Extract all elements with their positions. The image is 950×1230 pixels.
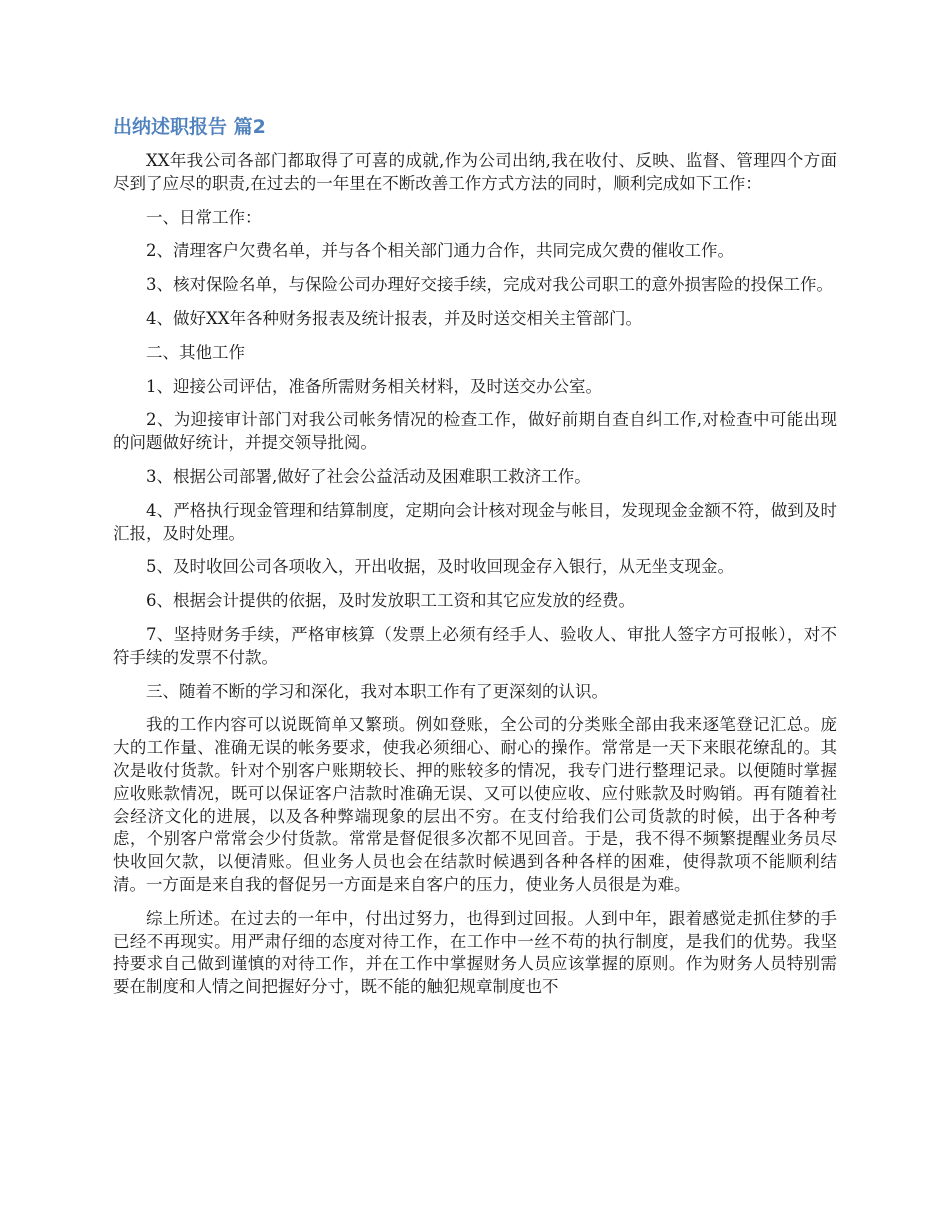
section-heading-other-work: 二、其他工作 [146,342,245,362]
paragraph-item: 2、为迎接审计部门对我公司帐务情况的检查工作，做好前期自查自纠工作,对检查中可能出现的问题做好统计，并提交领导批阅。 [113,410,837,453]
paragraph-intro: XX年我公司各部门都取得了可喜的成就,作为公司出纳,我在收付、反映、监督、管理四个方面尽到了应尽的职责,在过去的一年里在不断改善工作方式方法的同时，顺利完成如下工作： [113,151,837,193]
paragraph-item: 7、坚持财务手续，严格审核算（发票上必须有经手人、验收人、审批人签字方可报帐），对不符手续的发票不付款。 [113,624,837,667]
paragraph-item: 3、根据公司部署,做好了社会公益活动及困难职工救济工作。 [146,466,591,486]
section-heading-understanding: 三、随着不断的学习和深化，我对本职工作有了更深刻的认识。 [146,681,608,701]
section-heading-daily-work: 一、日常工作： [146,207,262,227]
paragraph-item: 4、做好XX年各种财务报表及统计报表，并及时送交相关主管部门。 [146,308,642,328]
document-title: 出纳述职报告 篇2 [113,116,266,138]
paragraph-item: 1、迎接公司评估，准备所需财务相关材料，及时送交办公室。 [146,376,602,396]
paragraph-item: 4、严格执行现金管理和结算制度，定期向会计核对现金与帐目，发现现金金额不符，做到及时汇报，及时处理。 [113,500,837,543]
paragraph-item: 6、根据会计提供的依据，及时发放职工工资和其它应发放的经费。 [146,591,635,611]
paragraph-summary: 综上所述。在过去的一年中，付出过努力，也得到过回报。人到中年，跟着感觉走抓住梦的手已经不再现实。用严肃仔细的态度对待工作，在工作中一丝不苟的执行制度，是我们的优势。我坚持要求自己做到谨慎的对待工作，并在工作中掌握财务人员应该掌握的原则。作为财务人员特别需要在制度和人情之间把握好分寸，既不能的触犯规章制度也不 [113,908,837,997]
document-body [113,150,837,1010]
paragraph-item: 5、及时收回公司各项收入，开出收据，及时收回现金存入银行，从无坐支现金。 [146,557,734,577]
paragraph-item: 3、核对保险名单，与保险公司办理好交接手续，完成对我公司职工的意外损害险的投保工作。 [146,275,833,295]
paragraph-body: 我的工作内容可以说既简单又繁琐。例如登账，全公司的分类账全部由我来逐笔登记汇总。庞大的工作量、准确无误的帐务要求，使我必须细心、耐心的操作。常常是一天下来眼花缭乱的。其次是收付货款。针对个别客户账期较长、押的账较多的情况，我专门进行整理记录。以便随时掌握应收账款情况，既可以保证客户洁款时准确无误、又可以使应收、应付账款及时购销。再有随着社会经济文化的进展，以及各种弊端现象的层出不穷。在支付给我们公司货款的时候，出于各种考虑，个别客户常常会少付货款。常常是督促很多次都不见回音。于是，我不得不频繁提醒业务员尽快收回欠款，以便清账。但业务人员也会在结款时候遇到各种各样的困难，使得款项不能顺利结清。一方面是来自我的督促另一方面是来自客户的压力，使业务人员很是为难。 [113,715,837,894]
paragraph-item: 2、清理客户欠费名单，并与各个相关部门通力合作，共同完成欠费的催收工作。 [146,241,734,261]
